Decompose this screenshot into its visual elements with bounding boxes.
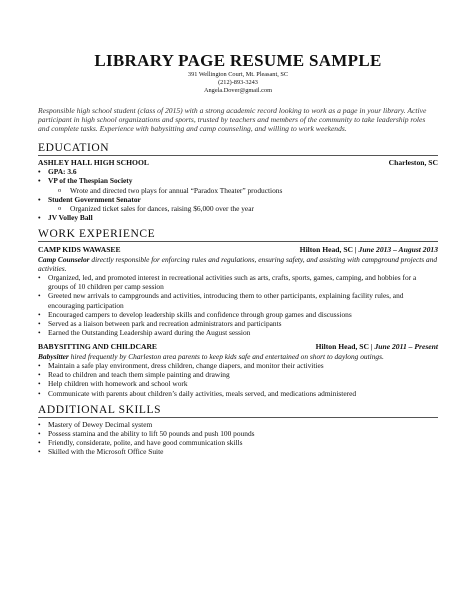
job-role-desc: Babysitter hired frequently by Charleston area parents to keep kids safe and entertained on short to daylong outings. <box>38 351 384 361</box>
education-subitem: o Organized ticket sales for dances, raising $6,000 over the year <box>58 203 254 213</box>
job-bullet: • Maintain a safe play environment, dress children, change diapers, and monitor their activities <box>38 360 324 370</box>
job-header-row <box>38 342 438 352</box>
education-header-row <box>38 158 438 168</box>
job-block <box>38 245 438 337</box>
job-bullets <box>38 273 438 337</box>
skill-item: • Skilled with the Microsoft Office Suite <box>38 447 164 457</box>
job-header-row <box>38 245 438 255</box>
job-bullet: • Earned the Outstanding Leadership award during the August session <box>38 328 251 338</box>
job-bullet: • Help children with homework and school work <box>38 379 188 389</box>
skill-item: • Mastery of Dewey Decimal system <box>38 419 153 429</box>
education-item: • GPA: 3.6 <box>38 167 77 177</box>
education-item: • VP of the Thespian Society <box>38 176 133 186</box>
contact-address: 391 Wellington Court, Mt. Pleasant, SC <box>187 71 289 78</box>
education-subitem: o Wrote and directed two plays for annual “Paradox Theater” productions <box>58 185 283 195</box>
education-subitem-wrap <box>38 186 438 195</box>
job-block <box>38 342 438 397</box>
contact-email: Angela.Dover@gmail.com <box>203 87 273 95</box>
skills-list <box>38 420 438 457</box>
education-item: • JV Volley Ball <box>38 213 93 223</box>
job-org: BABYSITTING AND CHILDCARE <box>38 342 157 352</box>
job-role-desc: Camp Counselor directly responsible for enforcing rules and regulations, ensuring safety, and assisting with campground projects and activities. <box>38 254 438 273</box>
education-subitem-wrap <box>38 204 438 213</box>
education-heading: EDUCATION <box>38 142 438 156</box>
skill-item: • Friendly, considerate, polite, and have good communication skills <box>38 438 243 448</box>
skills-heading: ADDITIONAL SKILLS <box>38 404 438 418</box>
job-bullet: • Served as a liaison between park and recreation administrators and participants <box>38 318 282 328</box>
job-location-dates: Hilton Head, SC | June 2011 – Present <box>315 342 438 352</box>
education-list <box>38 167 438 222</box>
school-name: ASHLEY HALL HIGH SCHOOL <box>38 157 149 167</box>
job-bullet: • Organized, led, and promoted interest in recreational activities such as arts, crafts, sports, games, camping, and hobbies for a groups of 10 children per camp session <box>38 272 417 292</box>
job-org: CAMP KIDS WAWASEE <box>38 245 121 255</box>
resume-title: LIBRARY PAGE RESUME SAMPLE <box>94 51 382 70</box>
summary: Responsible high school student (class of 2015) with a strong academic record looking to work as a page in your library. Active participant in high school organizations and sports, trusted by teachers and members of the community to take leadership roles and complete tasks. Experience with babysitting and camp counseling, and willing to work weekends. <box>38 105 427 134</box>
school-location: Charleston, SC <box>388 157 438 167</box>
job-location-dates: Hilton Head, SC | June 2013 – August 2013 <box>299 245 438 255</box>
work-heading: WORK EXPERIENCE <box>38 228 438 242</box>
skill-item: • Possess stamina and the ability to lift 50 pounds and push 100 pounds <box>38 428 255 438</box>
contact-phone: (212)-893-3243 <box>218 79 258 87</box>
job-bullet: • Communicate with parents about children’s daily activities, meals served, and medications administered <box>38 388 357 398</box>
job-bullet: • Read to children and teach them simple painting and drawing <box>38 370 230 380</box>
education-item: • Student Government Senator <box>38 194 141 204</box>
job-bullet: • Greeted new arrivals to campgrounds and activities, introducing them to other participants, explaining facility rules, and encouraging participation <box>38 291 404 310</box>
job-bullet: • Encouraged campers to develop leadership skills and confidence through group games and discussions <box>38 309 352 319</box>
job-bullets <box>38 361 438 398</box>
